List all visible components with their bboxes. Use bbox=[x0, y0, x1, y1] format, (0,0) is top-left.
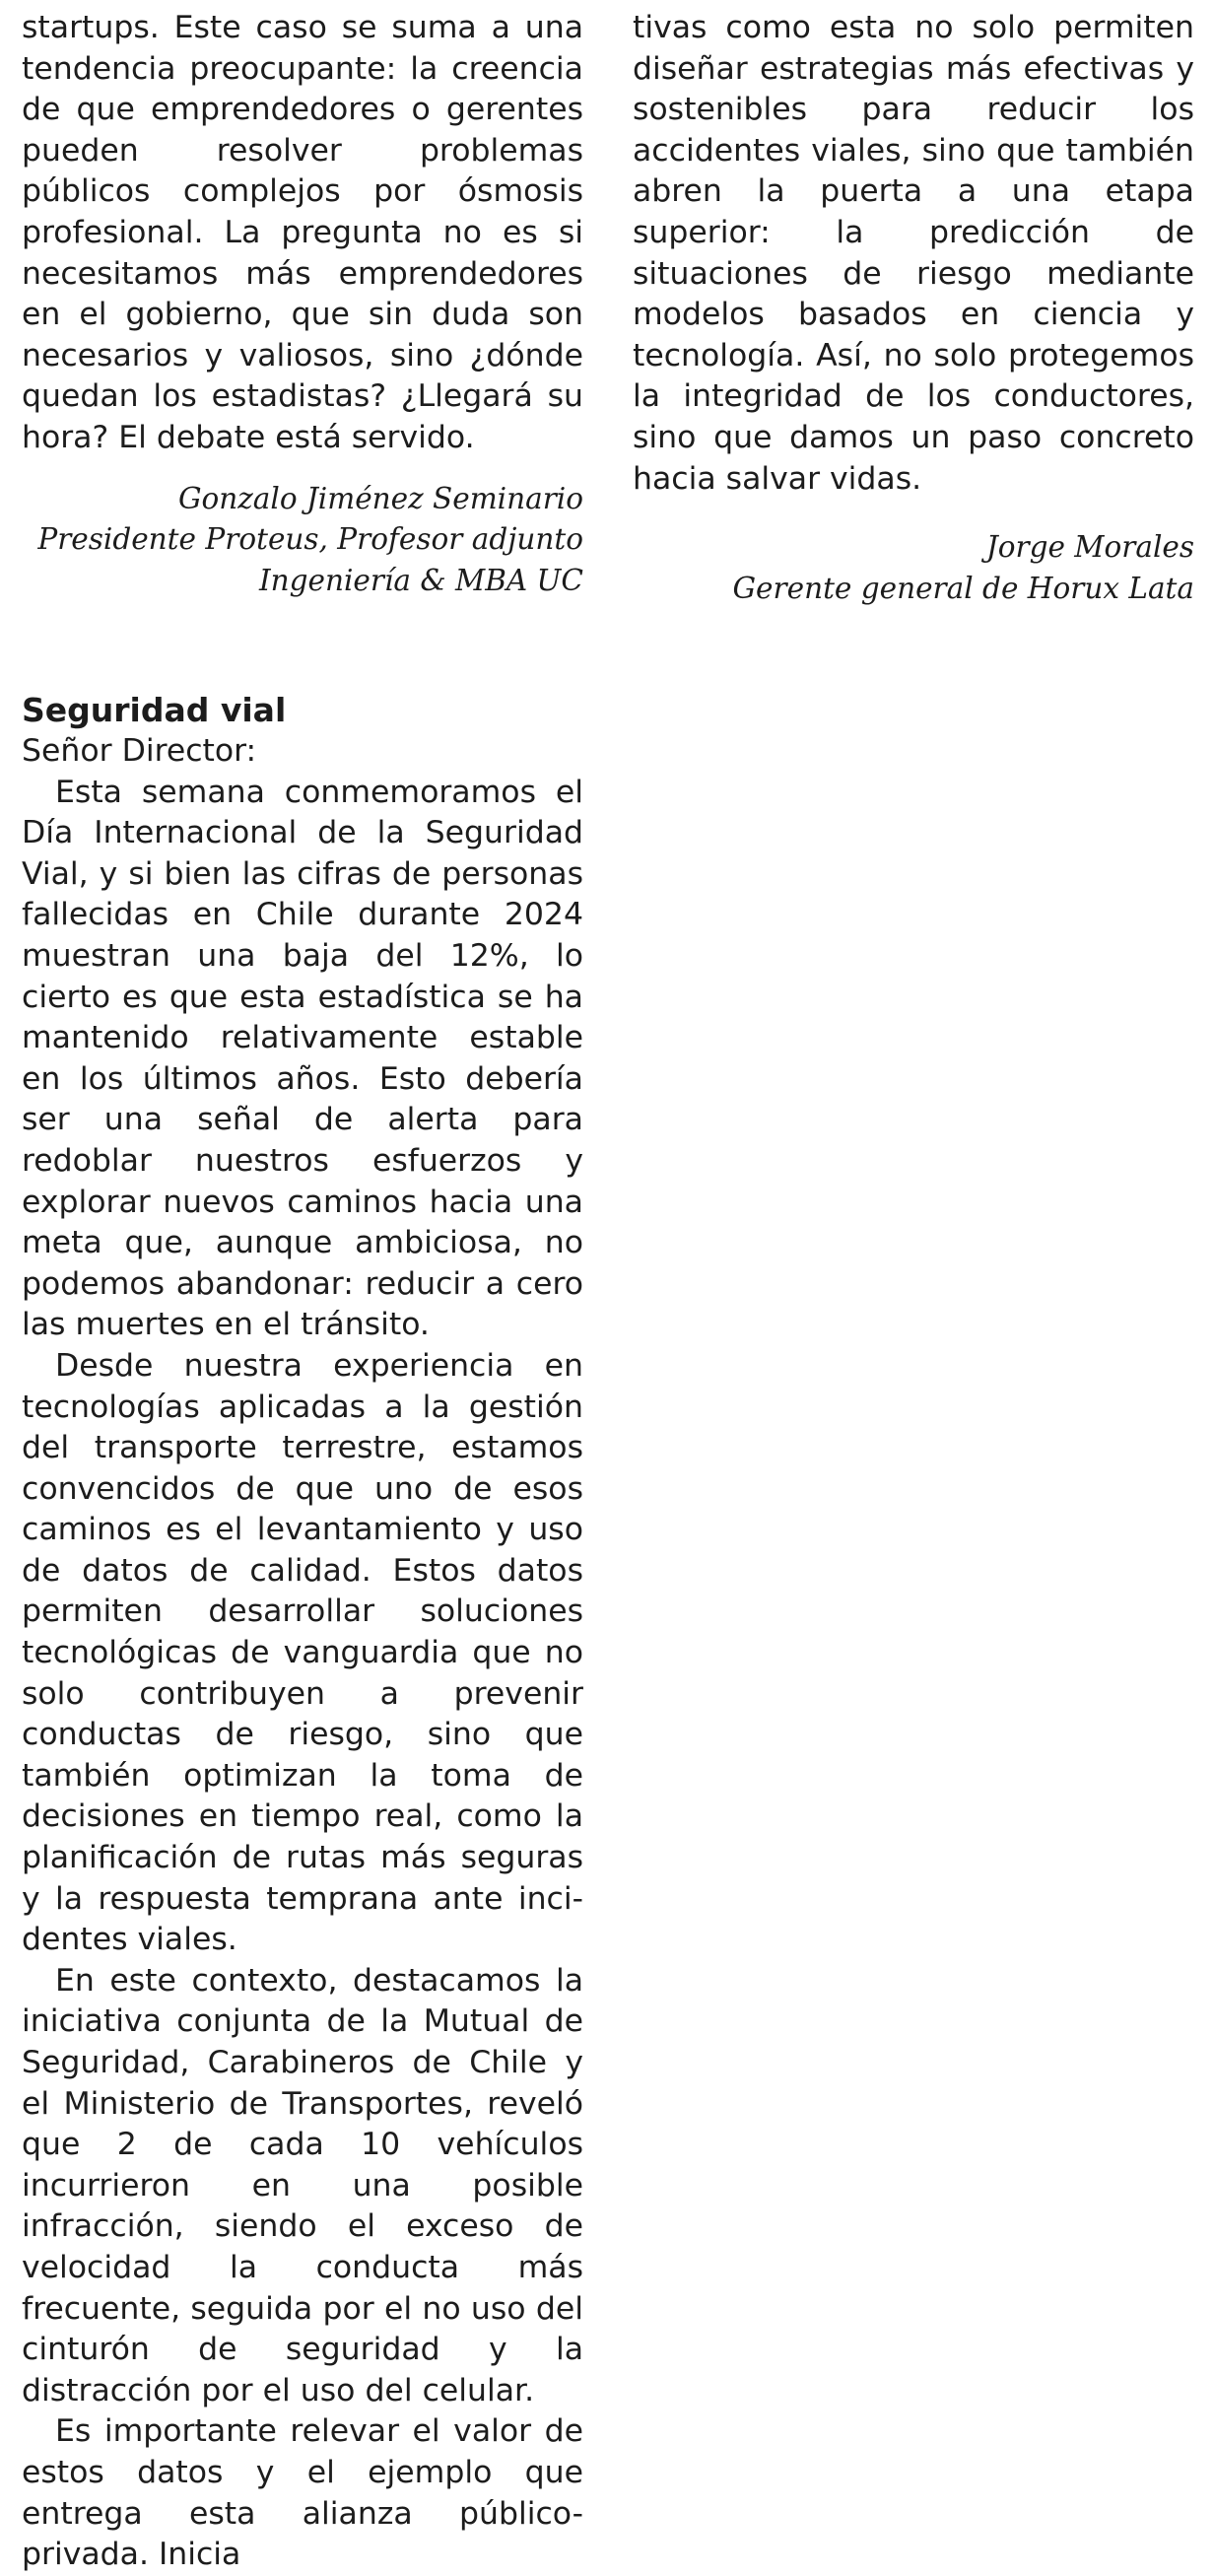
letter-2-author-name: Jorge Morales bbox=[985, 530, 1194, 565]
letter-2-paragraph-4: Es importante relevar el valor de estos datos y el ejemplo que entrega esta alianza público-privada. Inicia bbox=[22, 2413, 583, 2573]
letter-2-author-role: Gerente general de Horux Lata bbox=[732, 571, 1194, 605]
letter-2-paragraph-3: En este contexto, destacamos la iniciativa conjunta de la Mutual de Seguridad, Carabineros de Chile y el Ministerio de Transportes, reveló que 2 de cada 10 vehículos incurrieron en una posible infracción, siendo el exceso de velocidad la conducta más frecuente, seguida por el no uso del cinturón de seguridad y la distracción por el uso del celular. bbox=[22, 1962, 583, 2408]
letter-1-signature bbox=[22, 479, 583, 602]
letter-2-paragraph-2: Desde nuestra experiencia en tecnologías aplicadas a la gestión del transporte terrestre, estamos convencidos de que uno de esos caminos es el levantamiento y uso de datos de calidad. Estos datos permiten desarrollar soluciones tecnológicas de vanguardia que no solo contribuyen a prevenir conductas de riesgo, sino que también optimizan la toma de decisiones en tiempo real, como la planificación de rutas más seguras y la respuesta temprana ante incidentes viales. bbox=[22, 1347, 583, 1958]
letter-1-author-role: Presidente Proteus, Profesor adjunto bbox=[37, 522, 583, 557]
letter-2-signature bbox=[633, 527, 1194, 609]
letter-2-salutation: Señor Director: bbox=[22, 733, 257, 769]
letter-1-body-ending: startups. Este caso se suma a una tendencia preocupante: la creencia de que emprendedores o gerentes pueden resolver problemas públicos complejos por ósmosis profesional. La pregunta no es si necesitamos más emprendedores en el gobierno, que sin duda son necesarios y valiosos, sino ¿dónde quedan los estadistas? ¿Llegará su hora? El debate está servido. bbox=[22, 10, 583, 455]
letter-2-column bbox=[22, 690, 583, 2576]
letter-2-title: Seguridad vial bbox=[22, 691, 287, 729]
letter-1-author-affiliation: Ingeniería & MBA UC bbox=[258, 563, 583, 597]
letter-2-paragraph-1: Esta semana conmemoramos el Día Internacional de la Seguridad Vial, y si bien las cifras de personas fallecidas en Chile durante 2024 muestran una baja del 12%, lo cierto es que esta estadística se ha mantenido relativamente estable en los últimos años. Esto debería ser una señal de alerta para redoblar nuestros esfuerzos y explorar nuevos caminos hacia una meta que, aunque ambiciosa, no podemos abandonar: reducir a cero las muertes en el tránsito. bbox=[22, 774, 583, 1343]
letter-1-column bbox=[22, 8, 583, 601]
letter-2-body-continuation: tivas como esta no solo permiten diseñar estrategias más efectivas y sostenibles para reducir los accidentes viales, sino que también abren la puerta a una etapa superior: la predicción de situaciones de riesgo mediante modelos basados en ciencia y tecnología. Así, no solo protegemos la integridad de los conductores, sino que damos un paso concreto hacia salvar vidas. bbox=[633, 10, 1194, 497]
letter-2-continuation-column bbox=[633, 8, 1194, 609]
letter-1-author-name: Gonzalo Jiménez Seminario bbox=[177, 481, 583, 515]
